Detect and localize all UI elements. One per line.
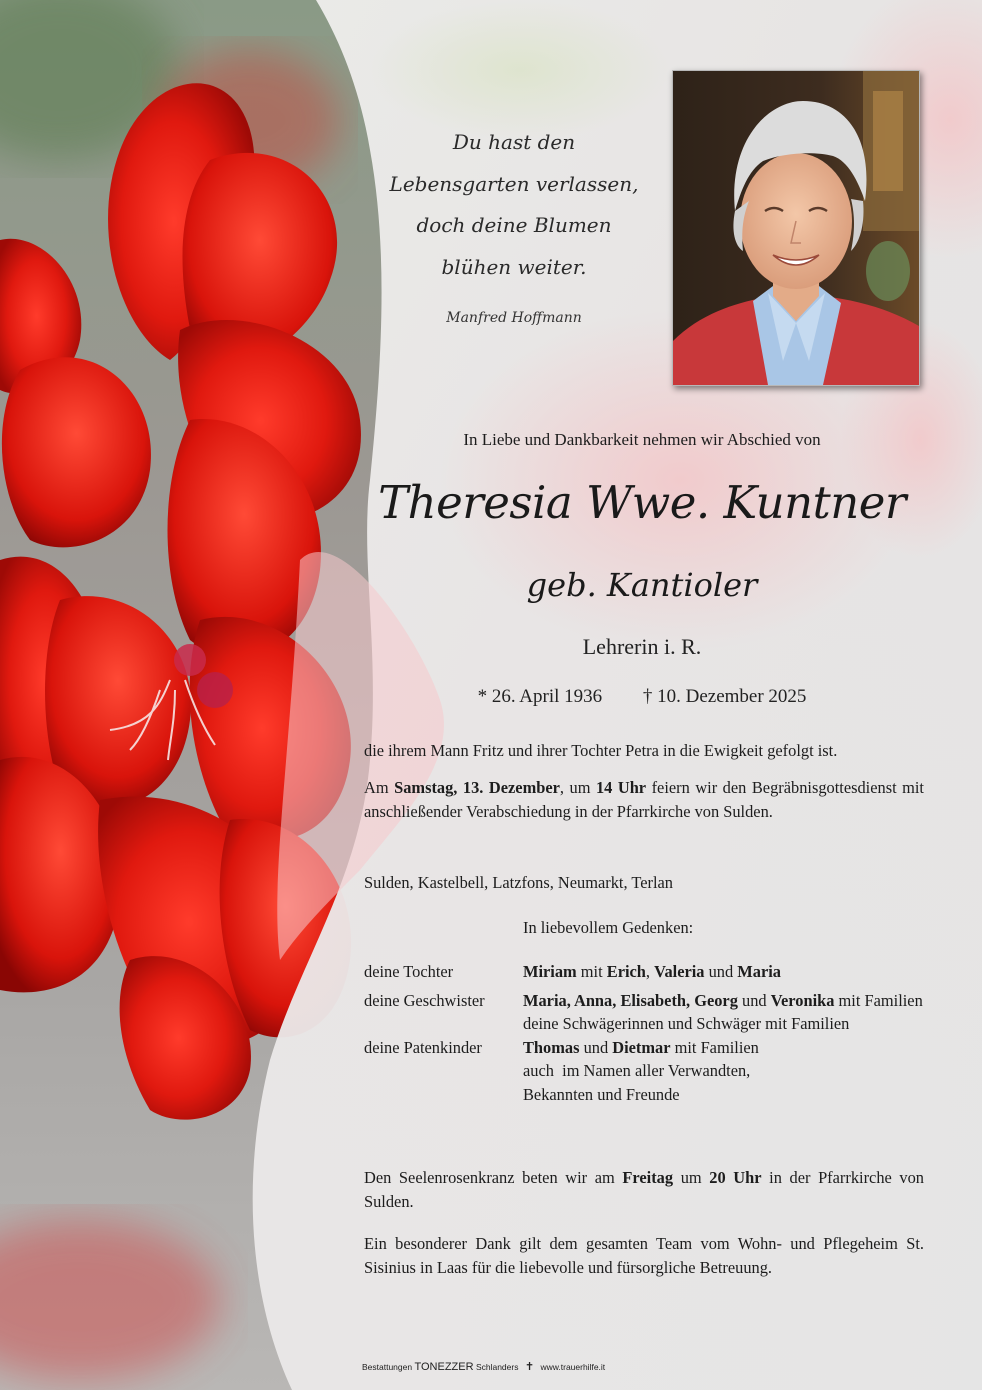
funeral-date: Samstag, 13. Dezember [394,778,560,797]
text: um [673,1168,710,1187]
text: mit Familien [834,990,923,1010]
text: und [737,990,771,1010]
birth-date: * 26. April 1936 [477,686,603,707]
footer-brand: TONEZZER [414,1361,474,1373]
text: und [579,1037,613,1057]
quote-line: blühen weiter. [441,254,587,279]
family-row-daughter [364,960,924,984]
death-date: † 10. Dezember 2025 [642,686,807,707]
cross-logo-icon: ✝ [524,1361,535,1373]
places: Sulden, Kastelbell, Latzfons, Neumarkt, Terlan [364,873,673,892]
relation-names: auch im Namen aller Verwandten, [523,1061,751,1080]
relation-label-empty [364,1083,523,1107]
text: mit Familien [670,1037,759,1057]
name: Valeria [654,962,705,981]
text: , um [559,778,596,797]
rosary-day: Freitag [622,1168,674,1187]
text: mit [576,962,607,981]
text: , [645,962,655,981]
name: Maria [737,962,781,981]
relation-label-empty [364,1059,523,1083]
quote-line: doch deine Blumen [416,213,612,237]
quote [372,122,656,288]
name: Erich [606,962,646,981]
name: Dietmar [612,1037,671,1057]
text: Den Seelenrosenkranz beten wir am [364,1168,623,1187]
footer-town: Schlanders [475,1362,519,1372]
relation-label: deine Tochter [364,962,454,981]
portrait-photo [672,70,920,386]
family-row-godchildren [364,1036,924,1060]
funeral-notice [364,776,924,823]
footer-prefix: Bestattungen [362,1362,413,1372]
relation-names: Bekannten und Freunde [523,1084,680,1104]
family-row-friends [364,1083,924,1107]
relation-label: deine Geschwister [364,990,485,1010]
profession: Lehrerin i. R. [582,634,702,659]
relation-label: deine Patenkinder [364,1037,482,1057]
memorial-heading: In liebevollem Gedenken: [523,918,694,937]
deceased-name: Theresia Wwe. Kuntner [378,476,906,529]
life-dates [362,686,922,708]
quote-author: Manfred Hoffmann [446,310,582,326]
rosary-time: 20 Uhr [709,1168,762,1187]
name: Maria, Anna, Elisabeth, Georg [523,990,738,1010]
name: Thomas [523,1037,580,1057]
text: und [704,962,738,981]
quote-line: Du hast den [452,130,576,154]
family-list [364,960,924,1106]
text: Am [364,778,395,797]
family-row-siblings [364,989,924,1013]
maiden-name: geb. Kantioler [526,566,758,604]
family-row-inlaws [364,1012,924,1036]
quote-line: Lebensgarten verlassen, [389,171,639,196]
name: Miriam [523,962,577,981]
relation-names [523,960,924,984]
relation-label-empty [364,1012,523,1036]
text: in der Pfarrkirche von Sulden. [364,1168,924,1211]
relation-names [523,989,924,1013]
portrait-image [673,71,919,385]
text: feiern wir den Begräbnisgottesdienst mit anschließender Verabschiedung in der Pfarrkirche von Sulden. [364,778,924,821]
relation-names: deine Schwägerinnen und Schwäger mit Familien [523,1014,850,1033]
thanks-notice: Ein besonderer Dank gilt dem gesamten Team vom Wohn- und Pflegeheim St. Sisinius in Laas für die liebevolle und fürsorgliche Betreuung. [364,1234,924,1277]
name: Veronika [770,990,835,1010]
rosary-notice [364,1166,924,1213]
footer [362,1360,605,1373]
family-note: die ihrem Mann Fritz und ihrer Tochter Petra in die Ewigkeit gefolgt ist. [364,741,838,760]
funeral-time: 14 Uhr [595,778,647,797]
relation-names [523,1036,924,1060]
family-row-relatives [364,1059,924,1083]
footer-website[interactable]: www.trauerhilfe.it [540,1362,606,1372]
intro-text: In Liebe und Dankbarkeit nehmen wir Abschied von [463,430,821,449]
